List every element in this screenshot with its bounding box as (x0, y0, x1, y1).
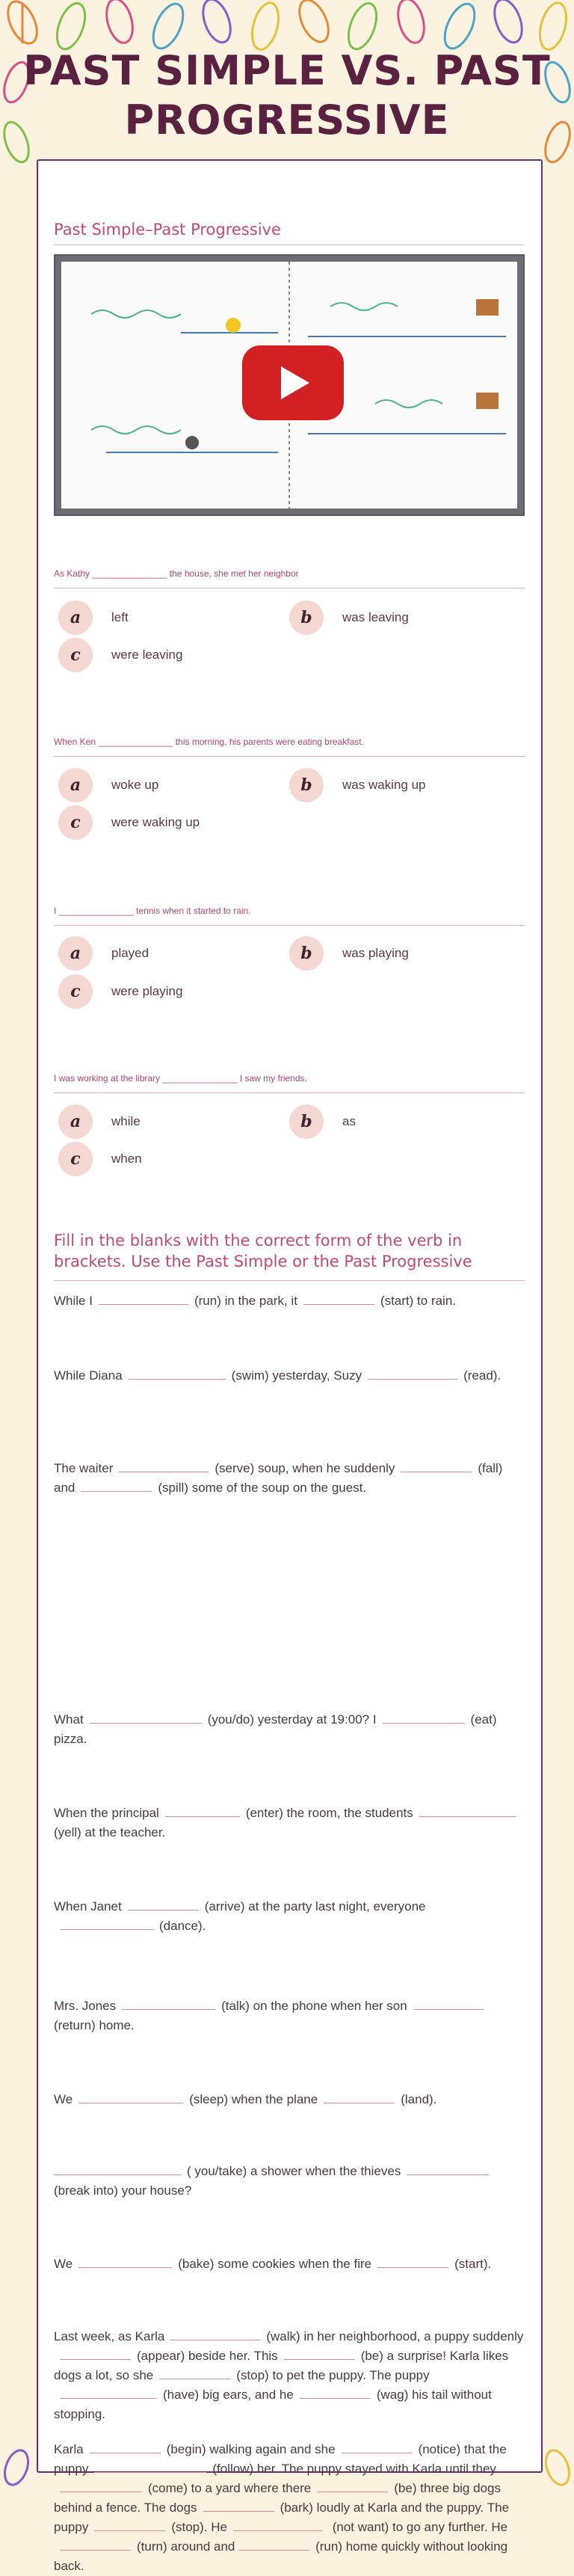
video-section-title: Past Simple–Past Progressive (54, 221, 281, 239)
sentence-text: (follow) her. The puppy stayed with Karla (212, 2462, 442, 2476)
blank-input[interactable] (94, 2460, 206, 2473)
question-3 (54, 906, 525, 926)
fill-item-5 (54, 1804, 525, 1842)
sentence-text: Last week, as Karla (54, 2329, 165, 2343)
sentence-text: We (54, 2092, 73, 2106)
fill-item-10 (54, 2254, 525, 2274)
sentence-text: (you/do) yesterday at 19:00? I (207, 1712, 377, 1727)
blank-input[interactable] (413, 1997, 484, 2010)
fill-item-1 (54, 1291, 525, 1311)
sentence-text: until they (445, 2462, 496, 2476)
option-letter: b (289, 768, 324, 802)
sentence-text: (swim) yesterday, Suzy (231, 1368, 362, 1383)
option-letter: a (58, 768, 93, 802)
option-c[interactable] (58, 805, 200, 840)
sentence-text: (bark) loudly at (280, 2500, 364, 2515)
option-letter: a (58, 936, 93, 971)
option-c[interactable] (58, 638, 182, 672)
sentence-text: (walk) in her neighborhood, a puppy (266, 2329, 469, 2343)
blank-input[interactable] (159, 2367, 230, 2379)
divider (54, 925, 525, 926)
sentence-text: (serve) soup, when he suddenly (215, 1461, 395, 1475)
sentence-text: When Janet (54, 1899, 122, 1913)
sentence-text: (land). (401, 2092, 437, 2106)
blank-input[interactable] (238, 2538, 309, 2551)
sentence-text: When the principal (54, 1806, 159, 1820)
option-text: as (342, 1114, 356, 1128)
option-letter: c (58, 974, 93, 1009)
blank-input[interactable] (419, 1804, 516, 1817)
blank-input[interactable] (81, 1479, 152, 1492)
sentence-text: The puppy (369, 2368, 430, 2382)
divider (54, 756, 525, 757)
option-text: was playing (342, 946, 409, 960)
option-c[interactable] (58, 1142, 142, 1176)
option-letter: a (58, 1104, 93, 1139)
play-button[interactable] (242, 345, 344, 420)
blank-input[interactable] (407, 2162, 489, 2175)
blank-input[interactable] (165, 1804, 240, 1817)
sentence-text: (stop). He (171, 2520, 227, 2534)
story-paragraph-1 (54, 2327, 525, 2424)
blank-input[interactable] (324, 2091, 395, 2103)
sentence-text: We (54, 2257, 73, 2271)
blank-input[interactable] (233, 2518, 323, 2531)
blank-input[interactable] (54, 2162, 181, 2175)
option-text: while (111, 1114, 141, 1128)
blank-input[interactable] (401, 1460, 472, 1472)
sentence-text: suddenly (472, 2329, 524, 2343)
blank-input[interactable] (60, 2347, 131, 2360)
title-line-1: PAST SIMPLE VS. PAST (23, 47, 551, 94)
sentence-text: (run) home quickly without looking back. (54, 2539, 508, 2573)
blank-input[interactable] (377, 2255, 448, 2268)
sentence-text: (read). (463, 1368, 502, 1383)
sentence-text: (enter) the room, the students (245, 1806, 413, 1820)
question-1 (54, 568, 525, 588)
fill-item-9 (54, 2162, 525, 2201)
sentence-text: (notice) that (418, 2442, 486, 2456)
sentence-text: (be) (394, 2481, 417, 2495)
blank-input[interactable] (300, 2386, 371, 2399)
option-a[interactable] (58, 600, 129, 635)
option-text: were waking up (111, 815, 200, 829)
option-letter: b (289, 936, 324, 971)
sentence-text: (run) in the park, it (194, 1294, 297, 1308)
option-letter: b (289, 600, 324, 635)
sentence-text: (have) big ears, and he (163, 2388, 294, 2402)
sentence-text: (fall) and (54, 1461, 503, 1495)
sentence-text: (not want) to go any further. He (332, 2520, 508, 2534)
blank-input[interactable] (119, 1460, 209, 1472)
sentence-text: the puppy (54, 2442, 507, 2476)
option-text: was waking up (342, 778, 426, 792)
option-text: played (111, 946, 149, 960)
blank-input[interactable] (99, 1292, 188, 1305)
sentence-text: (stop) to pet the puppy. (236, 2368, 366, 2382)
blank-input[interactable] (60, 2386, 157, 2399)
blank-input[interactable] (60, 1917, 153, 1930)
sentence-text: (return) home. (54, 2018, 135, 2032)
sentence-text: (break into) your house? (54, 2183, 192, 2198)
option-letter: c (58, 805, 93, 840)
blank-input[interactable] (368, 1367, 457, 1380)
option-text: woke up (111, 778, 159, 792)
sentence-text: (yell) at the teacher. (54, 1825, 166, 1839)
worksheet-card (37, 159, 543, 2573)
fill-item-3 (54, 1459, 525, 1498)
sentence-text: ( you/take) a shower when the thieves (187, 2164, 401, 2178)
sentence-text: (eat) pizza. (54, 1712, 497, 1746)
blank-input[interactable] (128, 1898, 199, 1911)
blank-input[interactable] (60, 2480, 142, 2492)
option-text: were playing (111, 984, 183, 998)
sentence-text: (be) a (360, 2349, 395, 2363)
option-a[interactable] (58, 936, 149, 971)
blank-input[interactable] (303, 1292, 374, 1305)
question-2 (54, 737, 525, 757)
option-a[interactable] (58, 1104, 141, 1139)
sentence-text: (come) to a yard where there (148, 2481, 312, 2495)
option-b[interactable] (289, 768, 426, 802)
fill-section-heading: Fill in the blanks with the correct form of the verb in brackets. Use the Past Simple or the Past Progressive (54, 1232, 472, 1270)
question-4 (54, 1073, 525, 1093)
sentence-text: (arrive) at the party last night, everyone (204, 1899, 426, 1913)
blank-input[interactable] (342, 2441, 413, 2453)
sentence-text: three big dogs behind a fence. The dogs (54, 2481, 501, 2515)
fill-item-6 (54, 1897, 525, 1936)
divider (54, 1280, 525, 1281)
title-line-2: PROGRESSIVE (124, 96, 450, 144)
sentence-text: Mrs. Jones (54, 1999, 117, 2013)
option-text: left (111, 610, 129, 624)
sentence-text: Karla and the puppy. The puppy (54, 2500, 510, 2534)
sentence-text: While Diana (54, 1368, 123, 1383)
fill-item-4 (54, 1710, 525, 1749)
sentence-text: (wag) his tail (376, 2388, 448, 2402)
option-b[interactable] (289, 600, 409, 635)
question-prompt: As Kathy _______________ the house, she met her neighbor (54, 568, 299, 579)
sentence-text: without stopping. (54, 2388, 492, 2421)
blank-input[interactable] (317, 2480, 388, 2492)
fill-item-8 (54, 2090, 525, 2109)
page-title (0, 46, 574, 145)
sentence-text: (sleep) when the plane (189, 2092, 318, 2106)
sentence-text: (appear) beside her. This (137, 2349, 278, 2363)
option-text: were leaving (111, 648, 183, 662)
sentence-text: (start). (454, 2257, 492, 2271)
sentence-text: (turn) around and (137, 2539, 235, 2554)
blank-input[interactable] (203, 2499, 274, 2512)
blank-input[interactable] (383, 1711, 465, 1724)
sentence-text: Karla (54, 2442, 84, 2456)
option-letter: a (58, 600, 93, 635)
story-paragraph-2 (54, 2440, 525, 2576)
sentence-text: (begin) walking again and she (166, 2442, 336, 2456)
blank-input[interactable] (284, 2347, 355, 2360)
divider (54, 1092, 525, 1093)
option-letter: c (58, 638, 93, 672)
question-prompt: I was working at the library _______________ I saw my friends. (54, 1073, 307, 1083)
video-player[interactable] (54, 254, 525, 516)
sentence-text: What (54, 1712, 84, 1727)
blank-input[interactable] (78, 2091, 183, 2103)
sentence-text: (dance). (159, 1919, 206, 1933)
option-letter: c (58, 1142, 93, 1176)
question-prompt: When Ken _______________ this morning, his parents were eating breakfast. (54, 737, 364, 747)
fill-item-2 (54, 1366, 525, 1386)
blank-input[interactable] (122, 1997, 215, 2010)
option-text: was leaving (342, 610, 409, 624)
fill-item-7 (54, 1996, 525, 2035)
question-prompt: I _______________ tennis when it started to rain. (54, 906, 251, 916)
blank-input[interactable] (129, 1367, 226, 1380)
blank-input[interactable] (90, 1711, 202, 1724)
option-b[interactable] (289, 936, 409, 971)
blank-input[interactable] (78, 2255, 172, 2268)
option-a[interactable] (58, 768, 158, 802)
play-icon (281, 366, 309, 399)
sentence-text: (bake) some cookies when the fire (178, 2257, 372, 2271)
sentence-text: (start) to rain. (380, 1294, 457, 1308)
blank-input[interactable] (94, 2518, 165, 2531)
sentence-text: surprise! Karla likes dogs a lot, so she (54, 2349, 509, 2382)
sentence-text: (spill) some of the soup on the guest. (158, 1481, 367, 1495)
sentence-text: The waiter (54, 1461, 114, 1475)
option-letter: b (289, 1104, 324, 1139)
option-c[interactable] (58, 974, 182, 1009)
option-text: when (111, 1152, 142, 1166)
blank-input[interactable] (90, 2441, 161, 2453)
blank-input[interactable] (170, 2328, 260, 2340)
sentence-text: While I (54, 1294, 93, 1308)
sentence-text: (talk) on the phone when her son (221, 1999, 407, 2013)
blank-input[interactable] (60, 2538, 131, 2551)
option-b[interactable] (289, 1104, 356, 1139)
